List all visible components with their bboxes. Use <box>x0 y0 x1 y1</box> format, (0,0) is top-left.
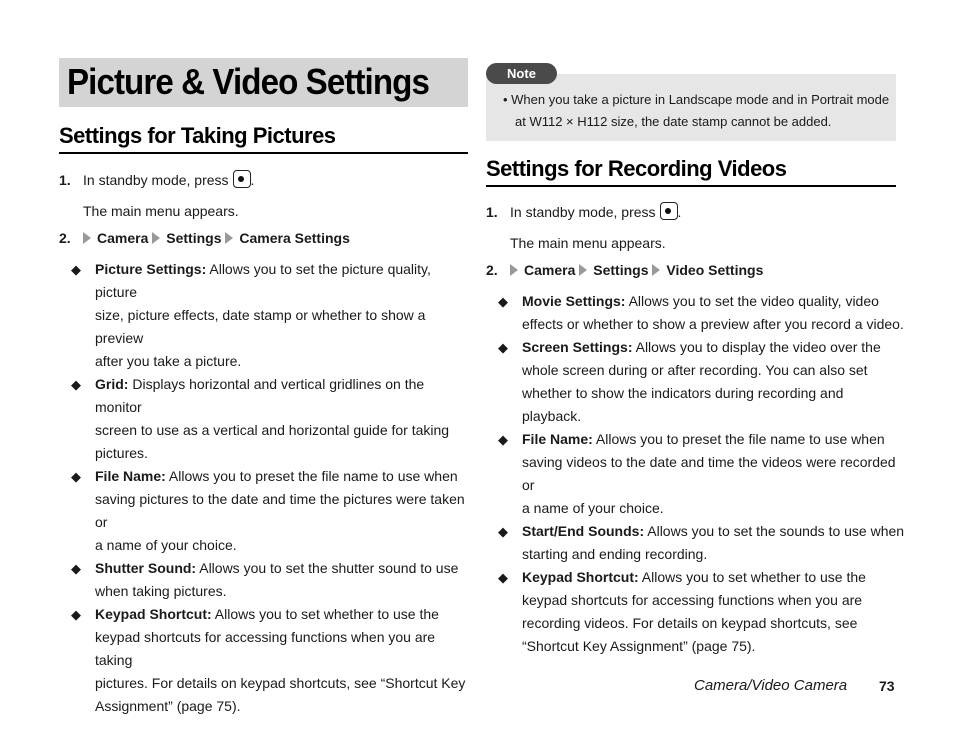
item-text: Allows you to set the picture quality, picture <box>95 261 431 300</box>
item-text: a name of your choice. <box>95 537 237 553</box>
item-text: pictures. For details on keypad shortcuts, see “Shortcut Key <box>95 675 466 691</box>
diamond-bullet-icon: ◆ <box>498 524 508 539</box>
item-label: Grid: <box>95 376 129 392</box>
diamond-bullet-icon: ◆ <box>71 561 81 576</box>
item-text: a name of your choice. <box>522 500 664 516</box>
step-text-after: . <box>250 172 255 188</box>
arrow-right-icon <box>83 232 91 244</box>
item-text: pictures. <box>95 445 148 461</box>
arrow-right-icon <box>152 232 160 244</box>
note-tag: Note <box>486 63 557 84</box>
step-text-after: . <box>677 204 682 220</box>
item-label: Screen Settings: <box>522 339 633 355</box>
item-text: Allows you to set the shutter sound to use <box>196 560 459 576</box>
item-text: effects or whether to show a preview after you record a video. <box>522 316 904 332</box>
item-text: starting and ending recording. <box>522 546 708 562</box>
item-label: File Name: <box>522 431 593 447</box>
item-text: “Shortcut Key Assignment” (page 75). <box>522 638 756 654</box>
item-text: Allows you to set whether to use the <box>638 569 866 585</box>
step-1-result: The main menu appears. <box>83 203 239 219</box>
center-key-icon <box>660 202 678 220</box>
menu-path-item: Camera Settings <box>239 230 350 246</box>
menu-path-item: Video Settings <box>666 262 764 278</box>
list-item <box>486 336 906 428</box>
list-item <box>59 373 474 465</box>
footer-section-title: Camera/Video Camera <box>694 677 848 694</box>
list-item <box>59 557 474 603</box>
section-heading-text: Settings for Taking Pictures <box>59 123 336 148</box>
step-text-before: In standby mode, press <box>510 204 656 220</box>
list-item <box>59 465 474 557</box>
item-label: Keypad Shortcut: <box>522 569 639 585</box>
item-text: screen to use as a vertical and horizontal guide for taking <box>95 422 450 438</box>
diamond-bullet-icon: ◆ <box>498 570 508 585</box>
item-text: Displays horizontal and vertical gridlines on the monitor <box>95 376 425 415</box>
item-text: whole screen during or after recording. You can also set <box>522 362 868 378</box>
list-item <box>486 290 906 336</box>
menu-path-item: Settings <box>166 230 222 246</box>
diamond-bullet-icon: ◆ <box>498 432 508 447</box>
item-text: Allows you to set the video quality, video <box>625 293 879 309</box>
diamond-bullet-icon: ◆ <box>71 262 81 277</box>
item-text: after you take a picture. <box>95 353 242 369</box>
video-settings-list <box>486 290 906 658</box>
item-text: Allows you to set whether to use the <box>211 606 439 622</box>
center-key-icon <box>233 170 251 188</box>
item-text: keypad shortcuts for accessing functions when you are taking <box>95 629 436 668</box>
diamond-bullet-icon: ◆ <box>498 294 508 309</box>
item-text: whether to show the indicators during recording and playback. <box>522 385 844 424</box>
item-text: Assignment” (page 75). <box>95 698 241 714</box>
menu-path <box>510 261 763 279</box>
menu-path-item: Camera <box>524 262 576 278</box>
diamond-bullet-icon: ◆ <box>71 607 81 622</box>
page-number: 73 <box>879 678 895 694</box>
item-text: Allows you to display the video over the <box>632 339 881 355</box>
step-text-before: In standby mode, press <box>83 172 229 188</box>
arrow-right-icon <box>510 264 518 276</box>
diamond-bullet-icon: ◆ <box>498 340 508 355</box>
section-heading-text: Settings for Recording Videos <box>486 156 787 181</box>
step-number: 1. <box>59 172 71 188</box>
step-number: 2. <box>59 230 71 246</box>
item-text: Allows you to preset the file name to use when <box>165 468 458 484</box>
item-label: Keypad Shortcut: <box>95 606 212 622</box>
section-heading-videos <box>486 155 896 187</box>
step-1-result: The main menu appears. <box>510 235 666 251</box>
item-label: Shutter Sound: <box>95 560 197 576</box>
diamond-bullet-icon: ◆ <box>71 377 81 392</box>
list-item <box>486 428 906 520</box>
list-item <box>486 566 906 658</box>
step-number: 2. <box>486 262 498 278</box>
arrow-right-icon <box>225 232 233 244</box>
item-text: saving videos to the date and time the videos were recorded or <box>522 454 896 493</box>
menu-path-item: Camera <box>97 230 149 246</box>
step-text <box>510 203 681 222</box>
page-title-banner <box>59 58 468 107</box>
item-label: Start/End Sounds: <box>522 523 645 539</box>
item-label: Picture Settings: <box>95 261 207 277</box>
note-line: at W112 × H112 size, the date stamp cannot be added. <box>515 114 832 129</box>
item-label: Movie Settings: <box>522 293 626 309</box>
arrow-right-icon <box>579 264 587 276</box>
menu-path <box>83 229 350 247</box>
item-text: saving pictures to the date and time the pictures were taken or <box>95 491 465 530</box>
item-text: size, picture effects, date stamp or whether to show a preview <box>95 307 426 346</box>
note-line: • When you take a picture in Landscape mode and in Portrait mode <box>503 92 890 107</box>
step-number: 1. <box>486 204 498 220</box>
page-title: Picture & Video Settings <box>67 61 429 102</box>
diamond-bullet-icon: ◆ <box>71 469 81 484</box>
item-text: keypad shortcuts for accessing functions when you are <box>522 592 863 608</box>
item-label: File Name: <box>95 468 166 484</box>
item-text: Allows you to set the sounds to use when <box>644 523 905 539</box>
item-text: recording videos. For details on keypad shortcuts, see <box>522 615 858 631</box>
note-text <box>503 89 893 133</box>
item-text: Allows you to preset the file name to use when <box>592 431 885 447</box>
list-item <box>486 520 906 566</box>
list-item <box>59 258 474 373</box>
list-item <box>59 603 474 718</box>
menu-path-item: Settings <box>593 262 649 278</box>
section-heading-pictures <box>59 122 468 154</box>
step-text <box>83 171 254 190</box>
arrow-right-icon <box>652 264 660 276</box>
picture-settings-list <box>59 258 474 718</box>
item-text: when taking pictures. <box>95 583 227 599</box>
